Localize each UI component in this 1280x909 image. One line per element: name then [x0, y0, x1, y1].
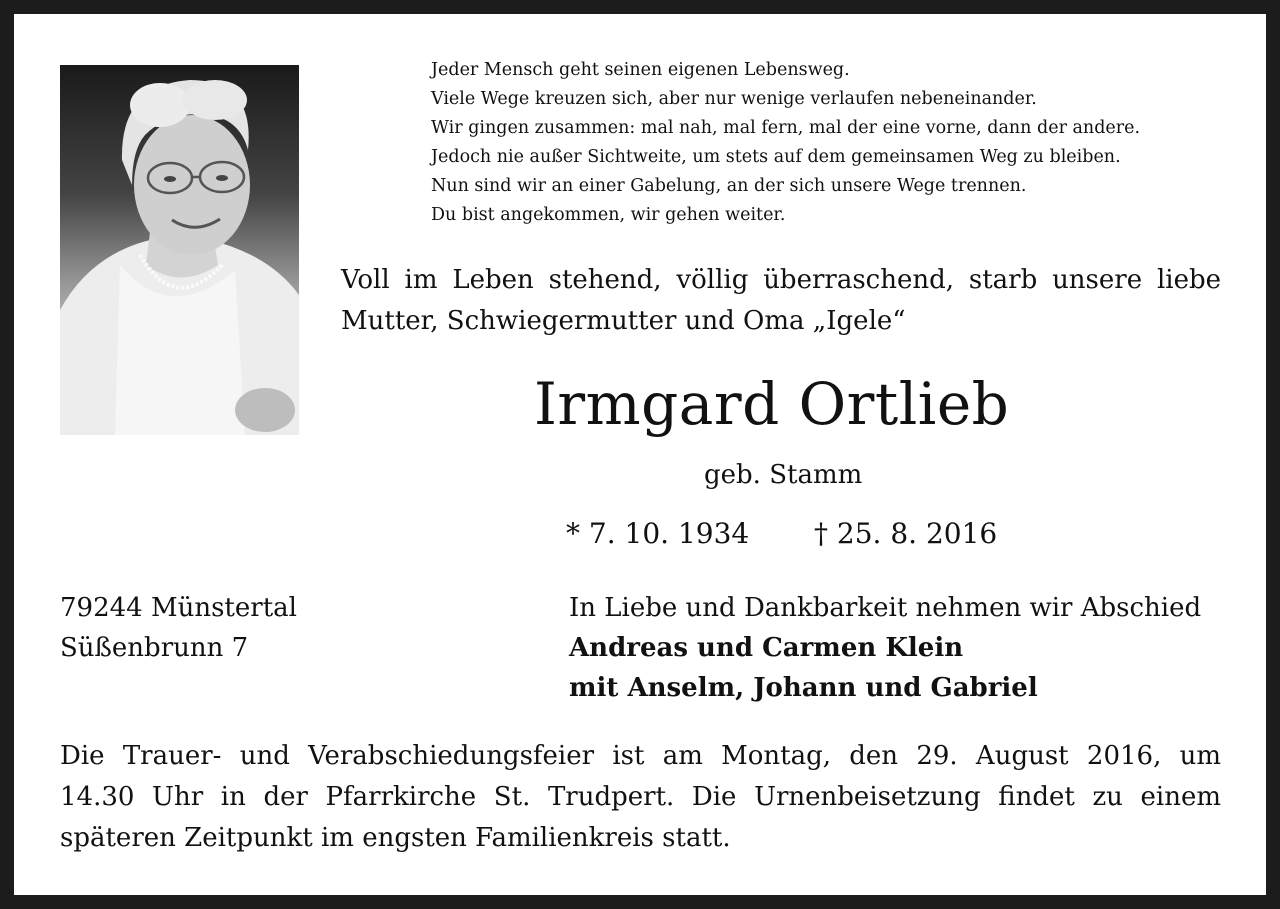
service-line: 14.30 Uhr in der Pfarrkirche St. Trudpert. Die Urnenbeisetzung findet zu einem: [60, 782, 1221, 812]
portrait-image: [60, 65, 299, 435]
poem-line: Du bist angekommen, wir gehen weiter.: [431, 205, 786, 225]
portrait-photo: [60, 65, 299, 435]
service-line: Die Trauer- und Verabschiedungsfeier ist am Montag, den 29. August 2016, um: [60, 741, 1221, 771]
obituary-card: [14, 14, 1266, 895]
mourner-children: mit Anselm, Johann und Gabriel: [569, 673, 1038, 703]
poem-line: Jedoch nie außer Sichtweite, um stets auf dem gemeinsamen Weg zu bleiben.: [431, 147, 1121, 167]
poem-line: Jeder Mensch geht seinen eigenen Lebensweg.: [431, 60, 850, 80]
address: [60, 588, 297, 668]
address-line-city: 79244 Münstertal: [60, 593, 297, 623]
death-date: † 25. 8. 2016: [814, 517, 998, 550]
poem-line: Viele Wege kreuzen sich, aber nur wenige verlaufen nebeneinander.: [431, 89, 1037, 109]
service-line: späteren Zeitpunkt im engsten Familienkreis statt.: [60, 823, 731, 853]
address-line-street: Süßenbrunn 7: [60, 633, 249, 663]
mourner-names: Andreas und Carmen Klein: [569, 633, 964, 663]
mourners: [569, 588, 1201, 708]
poem-line: Nun sind wir an einer Gabelung, an der sich unsere Wege trennen.: [431, 176, 1027, 196]
poem: [431, 56, 1140, 230]
poem-line: Wir gingen zusammen: mal nah, mal fern, mal der eine vorne, dann der andere.: [431, 118, 1141, 138]
deceased-name: Irmgard Ortlieb: [534, 370, 1010, 438]
birth-date: * 7. 10. 1934: [566, 517, 750, 550]
birth-name: geb. Stamm: [704, 460, 863, 490]
intro-text: Voll im Leben stehend, völlig überraschend, starb unsere liebe Mutter, Schwiegermutter und Oma „Igele“: [341, 265, 1221, 336]
service-info: [60, 736, 1221, 859]
farewell-text: In Liebe und Dankbarkeit nehmen wir Abschied: [569, 593, 1202, 623]
